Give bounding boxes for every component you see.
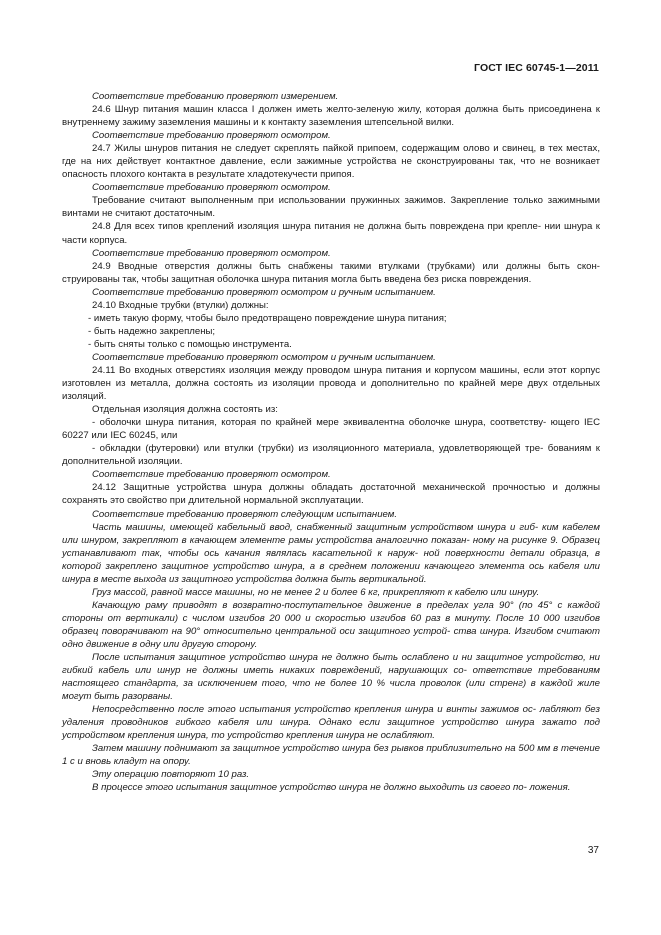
paragraph: Соответствие требованию проверяют следующим испытанием. — [92, 508, 398, 520]
list-item: - быть сняты только с помощью инструмента. — [88, 338, 292, 350]
paragraph: Отдельная изоляция должна состоять из: — [92, 404, 278, 416]
paragraph: После испытания защитное устройство шнура не должно быть ослаблено и ни защитное устройство, ни гибкий кабель или шнур не должны иметь никаких повреждений, нарушающих со- ответствие требованиям настоящего стандарта, за исключением того, что не более 10 % числа проволок (или стренг) в каждой жиле могут быть разорваны. — [62, 652, 600, 703]
document-body — [62, 90, 600, 795]
paragraph: Соответствие требованию проверяют осмотром и ручным испытанием. — [92, 351, 436, 363]
paragraph: 24.11 Во входных отверстиях изоляция между проводом шнура питания и корпусом машины, если этот корпус изготовлен из металла, должна состоять из изоляции провода и дополнительно по крайней мере двух отдельных изоляций. — [62, 364, 600, 403]
paragraph: 24.10 Входные трубки (втулки) должны: — [92, 299, 269, 311]
paragraph: 24.7 Жилы шнуров питания не следует скреплять пайкой припоем, содержащим олово и свинец, в тех местах, где на них действует контактное давление, если зажимные устройства не сконструированы так, что не возникает опасность плохого контакта в результате хладотекучести припоя. — [62, 143, 600, 181]
list-item: - иметь такую форму, чтобы было предотвращено повреждение шнура питания; — [88, 312, 447, 324]
paragraph: Качающую раму приводят в возвратно-поступательное движение в пределах угла 90° (по 45° с каждой стороны от вертикали) с числом изгибов 20 000 и скоростью изгибов 60 раз в минуту. После 10 000 изгибов образец поворачивают на 90° относительно центральной оси защитного устрой- ства шнура. Изгибом считают одно движение в одну или другую сторону. — [62, 599, 600, 650]
paragraph: Эту операцию повторяют 10 раз. — [92, 769, 250, 781]
list-item: - быть надежно закреплены; — [88, 325, 216, 337]
paragraph: Соответствие требованию проверяют осмотром. — [92, 469, 331, 481]
paragraph: Соответствие требованию проверяют осмотром. — [92, 130, 331, 142]
paragraph: Часть машины, имеющей кабельный ввод, снабженный защитным устройством шнура и гиб- ким кабелем или шнуром, закрепляют в качающем элементе рамы устройства аналогично показан- ному на рисунке 9. Образец устанавливают так, чтобы ось качания являлась касательной к наруж- ной поверхности детали образца, в которой закреплено защитное устройство шнура, а в среднем положении качающего элемента ось кабеля или шнура в месте выхода из защитного устройства должна быть вертикальной. — [62, 521, 600, 585]
paragraph: В процессе этого испытания защитное устройство шнура не должно выходить из своего по- ложения. — [92, 782, 571, 794]
page-number: 37 — [587, 845, 599, 856]
paragraph: - оболочки шнура питания, которая по крайней мере эквивалентна оболочке шнура, соответству- ющего IEC 60227 или IEC 60245, или — [62, 417, 600, 442]
paragraph: Непосредственно после этого испытания устройство крепления шнура и винты зажимов ос- лабляют без удаления проводников гибкого кабеля или шнура. Однако если защитное устройство шнура зажато под устройством крепления шнура, то устройство крепления шнура не ослабляют. — [62, 704, 600, 742]
paragraph: Соответствие требованию проверяют осмотром. — [92, 247, 331, 259]
paragraph: 24.6 Шнур питания машин класса I должен иметь желто-зеленую жилу, которая должна быть присоединена к внутреннему зажиму заземления машины и к контакту заземления штепсельной вилки. — [62, 104, 600, 129]
paragraph: Затем машину поднимают за защитное устройство шнура без рывков приблизительно на 500 мм в течение 1 с и вновь кладут на опору. — [62, 743, 600, 768]
paragraph: Соответствие требованию проверяют измерением. — [92, 91, 339, 102]
paragraph: 24.9 Вводные отверстия должны быть снабжены такими втулками (трубками) или должны быть скон- струированы так, чтобы защитная оболочка шнура питания могла быть введена без риска повреждения. — [62, 260, 600, 285]
paragraph: Груз массой, равной массе машины, но не менее 2 и более 6 кг, прикрепляют к кабелю или шнуру. — [92, 586, 540, 598]
paragraph: Соответствие требованию проверяют осмотром и ручным испытанием. — [92, 286, 436, 298]
document-header: ГОСТ IEC 60745-1—2011 — [474, 62, 599, 74]
paragraph: Требование считают выполненным при использовании пружинных зажимов. Закрепление только зажимными винтами не считают достаточным. — [62, 195, 600, 220]
paragraph: 24.12 Защитные устройства шнура должны обладать достаточной механической прочностью и должны сохранять это свойство при длительной нормальной эксплуатации. — [62, 482, 600, 507]
paragraph: 24.8 Для всех типов креплений изоляция шнура питания не должна быть повреждена при крепле- нии шнура к части корпуса. — [62, 221, 600, 246]
paragraph: Соответствие требованию проверяют осмотром. — [92, 182, 331, 194]
paragraph: - обкладки (футеровки) или втулки (трубки) из изоляционного материала, удовлетворяющей тре- бованиям к дополнительной изоляции. — [62, 443, 600, 468]
